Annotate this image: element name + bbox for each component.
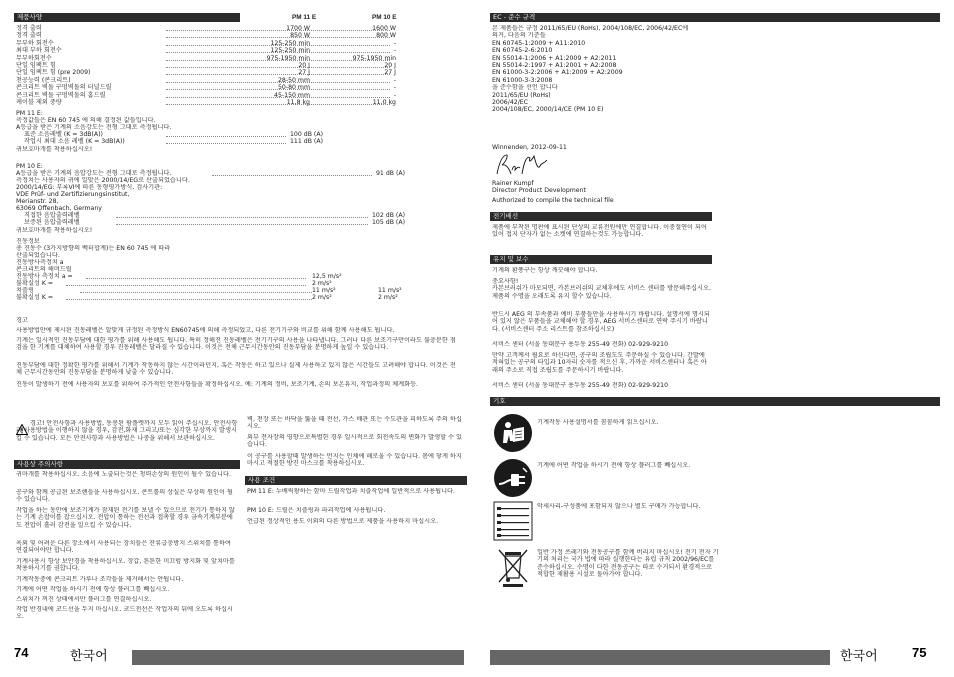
mid-para-2: 외부 전자장의 영향으로특별한 경우 일시적으로 회전속도의 변화가 발생할 수 있습니다.	[247, 434, 462, 449]
row-label: 단일 임팩트 힘	[16, 62, 56, 69]
spec-table	[16, 25, 416, 107]
weee-bin-icon	[493, 546, 533, 588]
conditions-para-3: 언급된 정상적인 용도 이외의 다른 방법으로 제품을 사용하지 마십시오.	[247, 518, 439, 525]
usage-para-8: 스위치가 꺼진 상태에서만 플러그를 연결하십시오.	[16, 596, 152, 603]
electric-text: 제품에 부착된 명판에 표시된 단상의 교류전원에만 연결합니다. 이중절연이 되어 있어 접지 단자가 없는 소켓에 연결하는것도 가능합니다.	[492, 224, 707, 239]
spec-row	[16, 92, 416, 99]
leader-dots	[66, 280, 306, 286]
row-value-2: -	[393, 39, 396, 47]
maint-para-3: 반드시 AEG 의 부속품과 예비 부품들만을 사용하시기 바랍니다. 설명서에 명시되어 있지 않은 부품들을 교체해야 할 경우, AEG 서비스센터로 연락 주시기 바랍니다. (서비스센터 주소 리스트를 참조하십시오)	[492, 311, 710, 333]
col-header-pm11: PM 11 E	[292, 14, 317, 21]
usage-para-6: 기계작동중에 콘크리트 가루나 조각들을 제거해서는 안됩니다.	[16, 576, 184, 583]
warning-para-3: 진동부담에 대한 정확한 평가를 위해서 기계가 작동하지 않는 시간이라던지, 혹은 작동은 하고 있으나 실제 사용하고 있지 않은 시간들도 고려해야 합니다. 이것은 전체 근무시간동안의 진동부담을 분명하게 낮출 수 있습니다.	[16, 362, 456, 377]
row-label: 정격 출력	[16, 32, 42, 40]
row-value-2: -	[393, 84, 396, 92]
language-label-left: 한국어	[70, 649, 108, 664]
symbol-text-1: 기계작동 사용설명서를 꼼꼼하게 읽으십시오.	[537, 419, 659, 426]
row-value-2: 800 W	[376, 32, 396, 40]
manual-read-icon	[493, 413, 533, 453]
row-value-2: -	[393, 91, 396, 99]
mid-para-1: 벽, 천장 또는 바닥을 뚫을 때 전선, 가스 배관 또는 수도관을 피하도록 주의 하십시오.	[247, 416, 462, 431]
noise-pm11-table	[16, 131, 416, 146]
ec-line: EN 55014-1:2006 + A1:2009 + A2:2011	[492, 54, 617, 62]
row-label: 콘크리트 벽돌 구멍벽돌의 홈드릴	[16, 91, 106, 99]
row-label: 보증된 음압출력레벨	[24, 219, 80, 227]
noise-pm10-title: PM 10 E:	[16, 163, 43, 170]
noise-pm10-table	[16, 212, 416, 227]
row-value-2: 11,0 kg	[372, 99, 396, 106]
row-label: 케이블 제외 중량	[16, 99, 62, 106]
noise-pm10-line3: 2000/14/EG: 부록VI에 따른 동형평가방식, 검사기관:	[16, 184, 163, 191]
row-label: 최대 부하 회전수	[16, 47, 62, 55]
unplug-icon	[493, 458, 533, 498]
vibration-r3-v2: 11 m/s²	[378, 287, 402, 294]
spec-row	[16, 55, 416, 62]
spec-row	[16, 69, 416, 76]
row-value-2: 20 J	[384, 62, 396, 69]
ec-line: 2011/65/EU (RoHs)	[492, 91, 551, 99]
page-number-left: 74	[14, 645, 29, 660]
noise-pm11-title: PM 11 E:	[16, 110, 43, 117]
spec-header-label: 제품사양	[17, 13, 43, 21]
leader-dots	[86, 273, 306, 279]
row-value: 105 dB (A)	[372, 219, 405, 227]
row-value-2: -	[393, 76, 396, 84]
row-value-2: 1600 W	[372, 25, 396, 32]
noise-pm10-a-weighted: A등급을 받은 기계의 음압강도는 전형 그대로 측정됩니다.	[16, 170, 172, 177]
noise-pm10-ear-protection: 귀보호마개를 착용하십시오!	[16, 227, 93, 234]
accessory-bits-icon	[493, 501, 533, 541]
language-label-right: 한국어	[840, 649, 878, 664]
maint-para-6: 서비스 센터 (서울 동대문구 용두동 255-49 전화) 02-929-9210	[492, 382, 669, 389]
usage-header	[14, 460, 240, 469]
noise-pm11-ear-protection: 귀보호마개를 착용하십시오!	[16, 146, 93, 153]
noise-pm11-row	[16, 138, 416, 145]
row-label: 무부하회전수	[16, 54, 52, 62]
col-header-pm10: PM 10 E	[372, 14, 397, 21]
row-label: 천공능력 (콘크리트)	[16, 76, 71, 84]
vibration-r1-label: 진동방사 측정치 a =	[16, 273, 73, 280]
row-value-1: 45-150 mm	[274, 91, 310, 99]
usage-para-5: 기계사용시 항상 보안경을 착용하십시오. 장갑, 튼튼한 미끄럼 방지화 및 앞치마를 착용하시기를 권합니다.	[16, 558, 235, 573]
warning-para-4: 진동이 발생하기 전에 사용자의 보호를 위하여 추가적인 안전사항들을 확정하십시오. 예: 기계의 정비, 보조기계, 손의 보온유지, 작업과정의 체계화등.	[16, 381, 419, 388]
ec-line: 본 제품들은 규정 2011/65/EU (RoHs), 2004/108/EC, 2006/42/EC에	[492, 25, 689, 32]
spec-header	[14, 13, 240, 22]
usage-para-9: 작업 반경내에 코드선을 두지 마십시오. 코드전선은 작업자의 뒤에 오도록 하십시오.	[16, 606, 233, 621]
noise-pm10-a-weighted-value: 91 dB (A)	[376, 170, 406, 177]
place-date: Winnenden, 2012-09-11	[492, 144, 567, 151]
ec-line: EN 60745-1:2009 + A11:2010	[492, 39, 586, 47]
leader-dots	[116, 212, 368, 218]
symbol-text-4: 일반 가정 쓰레기와 전동공구를 함께 버리지 마십시오! 전기 전자 기기의 처리는 국가 법에 따라 실행한다는 유럽 규칙 2002/96/EC를 준수하십시오. 수명이 다한 전동공구는 따로 수거되서 환경적으로 적합한 재활용 시설로 돌아가야 합니다.	[537, 549, 719, 579]
row-label: 무부하 회전수	[16, 39, 54, 47]
usage-header-label: 사용상 주의사항	[17, 460, 64, 468]
vibration-r1-value: 12,5 m/s²	[312, 273, 342, 280]
symbol-text-3: 악세사리-구성품에 포함되지 않으나 별도 구매가 가능합니다.	[537, 503, 701, 510]
row-value-1: 27 J	[298, 69, 310, 77]
footer-bar-right	[490, 650, 830, 665]
spec-row	[16, 25, 416, 32]
ec-line: 2004/108/EC, 2000/14/CE (PM 10 E)	[492, 106, 604, 114]
usage-para-1: 귀마개를 착용하십시오. 소음에 노출되는것은 청력손상의 원인이 될수 있습니다.	[16, 471, 231, 478]
row-value-1: 28-50 mm	[277, 76, 310, 84]
vibration-r2-value: 2 m/s²	[312, 280, 332, 287]
row-value-1: 1700 W	[286, 25, 310, 32]
maint-para-4: 서비스 센터 (서울 동대문구 용두동 255-49 전화) 02-929-9210	[492, 341, 669, 348]
row-value: 102 dB (A)	[372, 212, 405, 219]
vibration-l2: 산출되었습니다.	[16, 252, 60, 259]
row-value-1: 975-1950 min	[266, 54, 310, 62]
spec-row	[16, 84, 416, 91]
ec-header	[490, 13, 940, 22]
warning-para-1: 사용방법안에 제시된 진동레벨은 알맞게 규정된 측정방식 EN60745에 의해 측정되었고, 다른 전기기구와 비교를 위해 함께 사용해도 됩니다.	[16, 327, 395, 334]
usage-para-3: 작업을 하는 동안에 보조기계가 잠재된 전기를 보낼 수 있으므로 전기가 통하지 않는 기계 손잡이를 잡으십시오. 전압이 통하는 전선과 접촉할 경우 금속기계부분에도 전압이 흘러 감전을 일으킬 수 있습니다.	[16, 507, 235, 529]
leader-dots	[212, 170, 372, 176]
ec-header-label: EC - 준수 규격	[493, 13, 536, 21]
row-label: 콘크리트 벽돌 구멍벽돌의 터널드릴	[16, 84, 112, 92]
vibration-l3: 진동방사측정치 a	[16, 259, 64, 266]
row-value-1: 20 J	[298, 62, 310, 69]
noise-pm10-row	[16, 219, 416, 226]
row-label: 표준 소음레벨 (K = 3dB(A))	[24, 131, 103, 138]
row-value: 100 dB (A)	[290, 131, 323, 138]
ec-line: 을 준수함을 선언 합니다	[492, 84, 558, 92]
vibration-r4-v2: 2 m/s²	[378, 294, 398, 301]
row-label: 작업시 최대 소음 레벨 (K = 3dB(A))	[24, 138, 125, 146]
footer-bar-left	[132, 650, 464, 665]
vibration-r3-v1: 11 m/s²	[312, 287, 336, 294]
vibration-l4: 콘크리트의 해머드릴	[16, 266, 72, 273]
row-label: 단일 임팩트 힘 (pre 2009)	[16, 69, 91, 77]
symbols-header	[490, 397, 940, 406]
vibration-r4-v1: 2 m/s²	[312, 294, 332, 301]
warning-title: 경고	[16, 317, 28, 324]
row-value-1: 125-250 min	[270, 39, 310, 47]
symbol-text-2: 기계에 어떤 작업을 하시기 전에 항상 플러그를 빼십시오.	[537, 462, 691, 469]
row-value: 111 dB (A)	[290, 138, 323, 146]
ec-line: EN 61000-3-3:2008	[492, 76, 553, 84]
conditions-para-1: PM 11 E: 누베릭왕하는 함마 드릴작업과 치즐작업에 일반적으로 사용됩니다.	[247, 488, 455, 495]
row-value-1: 850 W	[290, 32, 310, 40]
warning-para-2: 기계는 일시적인 진동부담에 대한 평가를 위해 사용해도 됩니다. 특히 정해진 진동레벨은 전기기구의 사용을 나타냅니다. 그러나 다른 보조기구만이라도 불충분한 점검을 한 기계를 대체하여 사용할 경우 진동레벨은 달라질 수 있습니다. 이것은 전체 근무시간동안의 진동부담을 분명하게 높일 수 있습니다.	[16, 337, 456, 352]
vibration-r4-label: 불확실성 K =	[16, 294, 54, 301]
row-value-2: 975-1950 min	[352, 54, 396, 62]
row-value-1: 125-250 min	[270, 47, 310, 55]
ec-line: EN 60745-2-6:2010	[492, 47, 553, 55]
maintenance-header-label: 유지 및 보수	[493, 255, 529, 263]
maint-para-1: 기계의 환풍구는 항상 깨끗해야 합니다.	[492, 267, 598, 274]
ec-line: 2006/42/EC	[492, 99, 529, 106]
vibration-l1: 총 진동수 (3가지방향의 벡터합계)는 EN 60 745 에 따라	[16, 245, 171, 252]
electric-header	[490, 212, 712, 221]
conditions-header	[245, 476, 467, 485]
row-value-2: -	[393, 47, 396, 55]
maintenance-header	[490, 255, 712, 264]
spec-row	[16, 32, 416, 39]
conditions-header-label: 사용 조건	[248, 476, 276, 484]
usage-para-4: 옥외 및 어려운 다른 장소에서 사용되는 장치들은 잔류급충방지 스위치를 통하여 연결되어야만 합니다.	[16, 540, 231, 555]
vibration-row-4	[16, 294, 416, 301]
ec-line: 의거, 다음의 기준들	[492, 32, 546, 40]
ec-line: EN 55014-2:1997 + A1:2001 + A2:2008	[492, 62, 617, 69]
leader-dots	[80, 287, 312, 293]
leader-dots	[116, 219, 368, 225]
maint-para-2: 중요사항! 카본브러쉬가 마모되면, 카본브러쉬의 교체후에도 서비스 센터를 방문해주십시오. 제품의 수명을 오래도록 유지 할수 있습니다.	[492, 278, 711, 300]
noise-pm10-addr1: VDE Prüf- und Zertifizierungsinstitut,	[16, 191, 130, 198]
maint-para-5: 만약 고객께서 필요로 하신다면, 공구의 조립도도 주문하실 수 있습니다. 간발에 적혀있는 공구의 타입과 10자리 숫자를 적으신 후, 가까운 서비스센터나 혹은 아래의 주소로 직접 조립도를 주문하시기 바랍니다.	[492, 352, 707, 374]
signer-name: Rainer Kumpf	[492, 180, 534, 187]
leader-dots	[66, 294, 312, 300]
ec-line: EN 61000-3-2:2006 + A1:2009 + A2:2009	[492, 69, 623, 77]
noise-pm10-addr2: Merianstr. 28,	[16, 198, 59, 205]
row-value-2: 27 J	[384, 69, 396, 77]
noise-pm10-addr3: 63069 Offenbach, Germany	[16, 205, 102, 212]
vibration-r2-label: 불확실성 K =	[16, 280, 54, 287]
row-label: 정격 출력	[16, 25, 42, 32]
symbols-header-label: 기호	[493, 397, 506, 405]
noise-pm11-a-weighted: A등급을 받은 기계의 소음강도는 전형 그대로 측정됩니다.	[16, 124, 172, 131]
row-value-1: 50-80 mm	[277, 84, 310, 92]
row-value-1: 11,8 kg	[286, 99, 310, 106]
spec-row	[16, 99, 416, 106]
signer-title: Director Product Development	[492, 187, 586, 194]
vibration-title: 진동정보	[16, 238, 40, 245]
leader-dots	[166, 131, 286, 137]
noise-pm11-intro: 측정값들은 EN 60 745 에 의해 결정된 값들입니다.	[16, 117, 156, 124]
signature-image	[494, 152, 550, 178]
page-number-right: 75	[912, 645, 927, 660]
spec-row	[16, 40, 416, 47]
safety-notice: 경고! 안전사항과 사용방법, 동봉된 팜플렛까지 모두 읽어 주십시오. 안전사항과 사용방법을 이행하지 않을 경우, 감전,화재 그리고/또는 심각한 부상까지 발생시킬 수 있습니다. 모든 안전사항과 사용방법은 나중을 위해서 보관하십시오.	[16, 420, 238, 442]
usage-para-7: 기계에 어떤 작업을 하시기 전에 항상 플러그를 빼십시오.	[16, 586, 170, 593]
usage-para-2: 공구와 함께 공급된 보조핸들을 사용하십시오. 콘트롤의 상실은 부상의 원인이 될 수 있습니다.	[16, 489, 233, 504]
mid-para-3: 이 공구를 사용할때 발생하는 먼지는 인체에 해로울 수 있습니다. 몸에 닿게 하지 마시고 적절한 방진 마스크를 착용하십시오.	[247, 453, 462, 468]
vibration-l5: 치즐링	[16, 287, 34, 294]
electric-header-label: 전기배선	[493, 212, 519, 220]
spec-row	[16, 47, 416, 54]
noise-pm10-line2: 측정치는 사용자의 귀에 일맞은 2000/14/EG로 산출되었습니다.	[16, 177, 190, 184]
authorized-text: Authorized to compile the technical file	[492, 197, 614, 204]
conditions-para-2: PM 10 E: 드릴은 치즐링과 파괴작업에 사용됩니다.	[247, 507, 386, 514]
leader-dots	[166, 138, 286, 144]
ec-declaration	[492, 25, 932, 117]
row-label: 직접한 음압출력레벨	[24, 212, 80, 219]
